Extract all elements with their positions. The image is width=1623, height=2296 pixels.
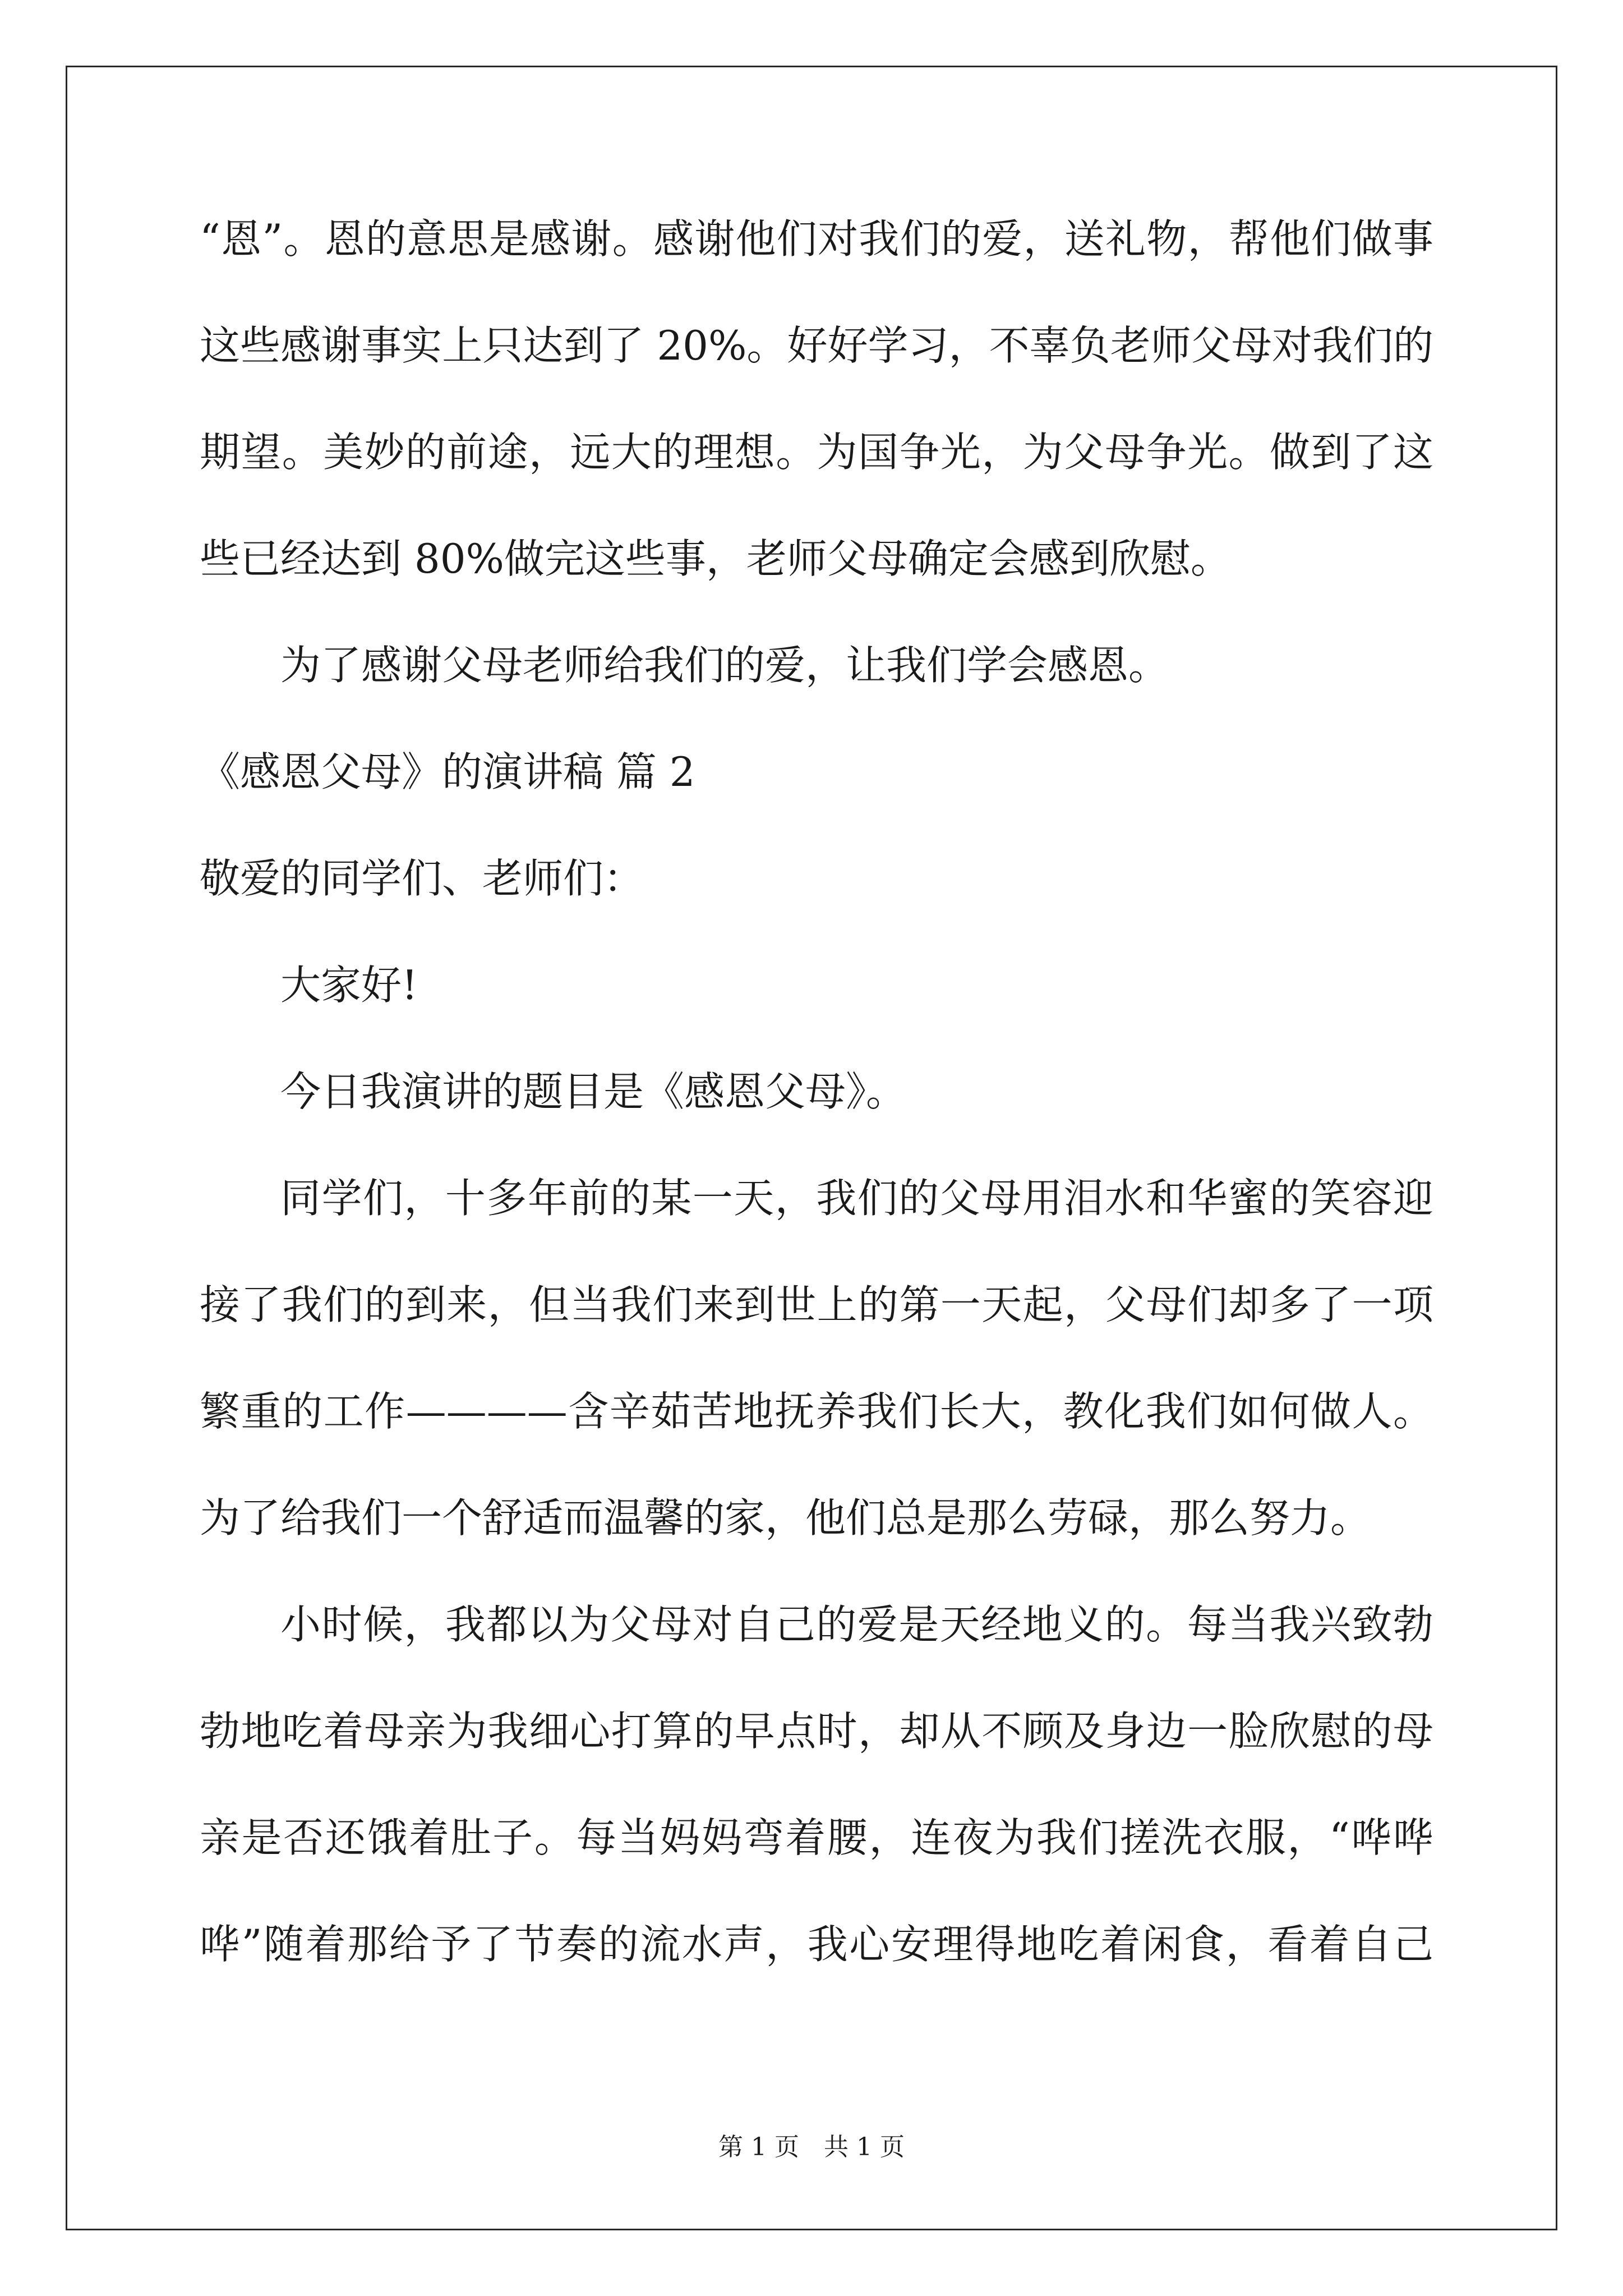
paragraph-3-line-4: 为了给我们一个舒适而温馨的家，他们总是那么劳碌，那么努力。 [200,1494,1371,1542]
paragraph-3-line-2: 接了我们的到来，但当我们来到世上的第一天起，父母们却多了一项 [200,1281,1433,1328]
salutation: 敬爱的同学们、老师们： [200,855,644,902]
page-border [66,66,1557,2230]
greeting: 大家好! [280,961,418,1009]
paragraph-4-line-1: 小时候，我都以为父母对自己的爱是天经地义的。每当我兴致勃 [280,1601,1433,1648]
page-number-footer: 第 1 页 共 1 页 [718,2133,905,2161]
paragraph-1-line-1: “恩”。恩的意思是感谢。感谢他们对我们的爱，送礼物，帮他们做事 [200,215,1433,263]
paragraph-1-line-3: 期望。美妙的前途，远大的理想。为国争光，为父母争光。做到了这 [200,429,1433,476]
paragraph-3-line-1: 同学们，十多年前的某一天，我们的父母用泪水和华蜜的笑容迎 [280,1175,1433,1222]
paragraph-1-line-4: 些已经达到 80%做完这些事，老师父母确定会感到欣慰。 [200,535,1231,582]
section-heading: 《感恩父母》的演讲稿 篇 2 [200,748,695,795]
paragraph-2: 为了感谢父母老师给我们的爱，让我们学会感恩。 [280,642,1169,689]
paragraph-1-line-2: 这些感谢事实上只达到了 20%。好好学习，不辜负老师父母对我们的 [200,322,1433,369]
paragraph-4-line-2: 勃地吃着母亲为我细心打算的早点时，却从不顾及身边一脸欣慰的母 [200,1708,1433,1755]
paragraph-3-line-3: 繁重的工作————含辛茹苦地抚养我们长大，教化我们如何做人。 [200,1388,1433,1435]
paragraph-4-line-4: 哗”随着那给予了节奏的流水声，我心安理得地吃着闲食，看着自己 [200,1921,1433,1968]
speech-topic: 今日我演讲的题目是《感恩父母》。 [280,1068,907,1115]
paragraph-4-line-3: 亲是否还饿着肚子。每当妈妈弯着腰，连夜为我们搓洗衣服，“哗哗 [200,1814,1433,1861]
